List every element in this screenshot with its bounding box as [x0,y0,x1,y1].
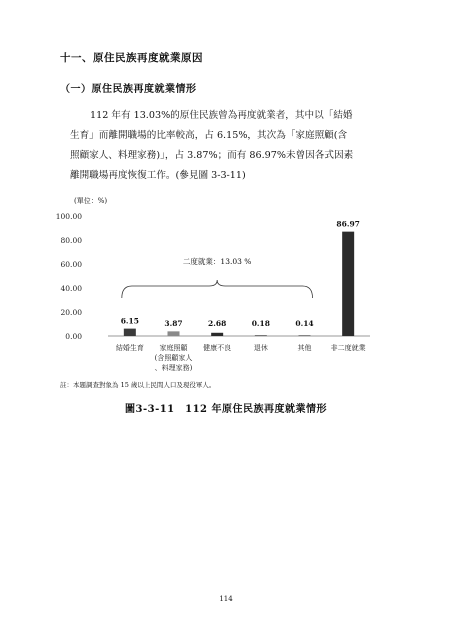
category-label: 結婚生育 [115,344,144,352]
bar-value-label: 0.14 [295,319,314,328]
bar [124,329,136,336]
paragraph-line: 離開職場再度恢復工作。(參見圖 3-3-11) [70,170,246,181]
second-employment-brace [122,256,313,298]
category-labels [116,343,366,372]
section-heading: 十一、原住民族再度就業原因 [60,52,203,64]
y-tick-label: 40.00 [60,284,82,293]
bar-value-label: 0.18 [251,319,270,328]
y-tick-label: 0.00 [65,332,82,341]
category-label: 其他 [297,344,312,352]
bar-value-label: 3.87 [164,319,183,328]
y-tick-label: 60.00 [60,260,82,269]
body-paragraph [70,106,400,186]
bar [211,333,223,336]
brace-annotation: 二度就業：13.03 % [182,257,252,266]
paragraph-line: 生育」而離開職場的比率較高，占 6.15%，其次為「家庭照顧(含 [70,130,348,141]
bar [168,331,180,336]
y-tick-label: 20.00 [60,308,82,317]
unit-label: (單位：%) [74,197,108,205]
category-label: 健康不良 [203,344,232,352]
bar [299,335,311,336]
category-label: 家庭照顧(含照顧家人、料理家務) [154,344,193,372]
y-tick-label: 100.00 [55,212,82,221]
bar [255,335,267,336]
bar [342,232,354,336]
bar-value-label: 86.97 [336,219,360,229]
category-label: 退休 [253,344,268,352]
y-tick-label: 80.00 [60,236,82,245]
sub-heading: （一）原住民族再度就業情形 [60,84,197,95]
page-number: 114 [219,595,233,603]
bars [121,220,360,336]
bar-value-label: 2.68 [208,319,227,328]
bar-value-label: 6.15 [120,316,139,326]
paragraph-line: 112 年有 13.03%的原住民族曾為再度就業者，其中以「結婚 [90,110,353,121]
bar-chart [55,204,400,374]
brace-path [122,280,313,298]
figure-caption: 圖3-3-11 112 年原住民族再度就業情形 [125,404,327,415]
paragraph-line: 照顧家人、料理家務)」，占 3.87%；而有 86.97%未曾因各式因素 [70,150,354,161]
footnote: 註：本題調查對象為 15 歲以上民間人口及現役軍人。 [60,381,216,389]
category-label: 非二度就業 [330,344,366,352]
